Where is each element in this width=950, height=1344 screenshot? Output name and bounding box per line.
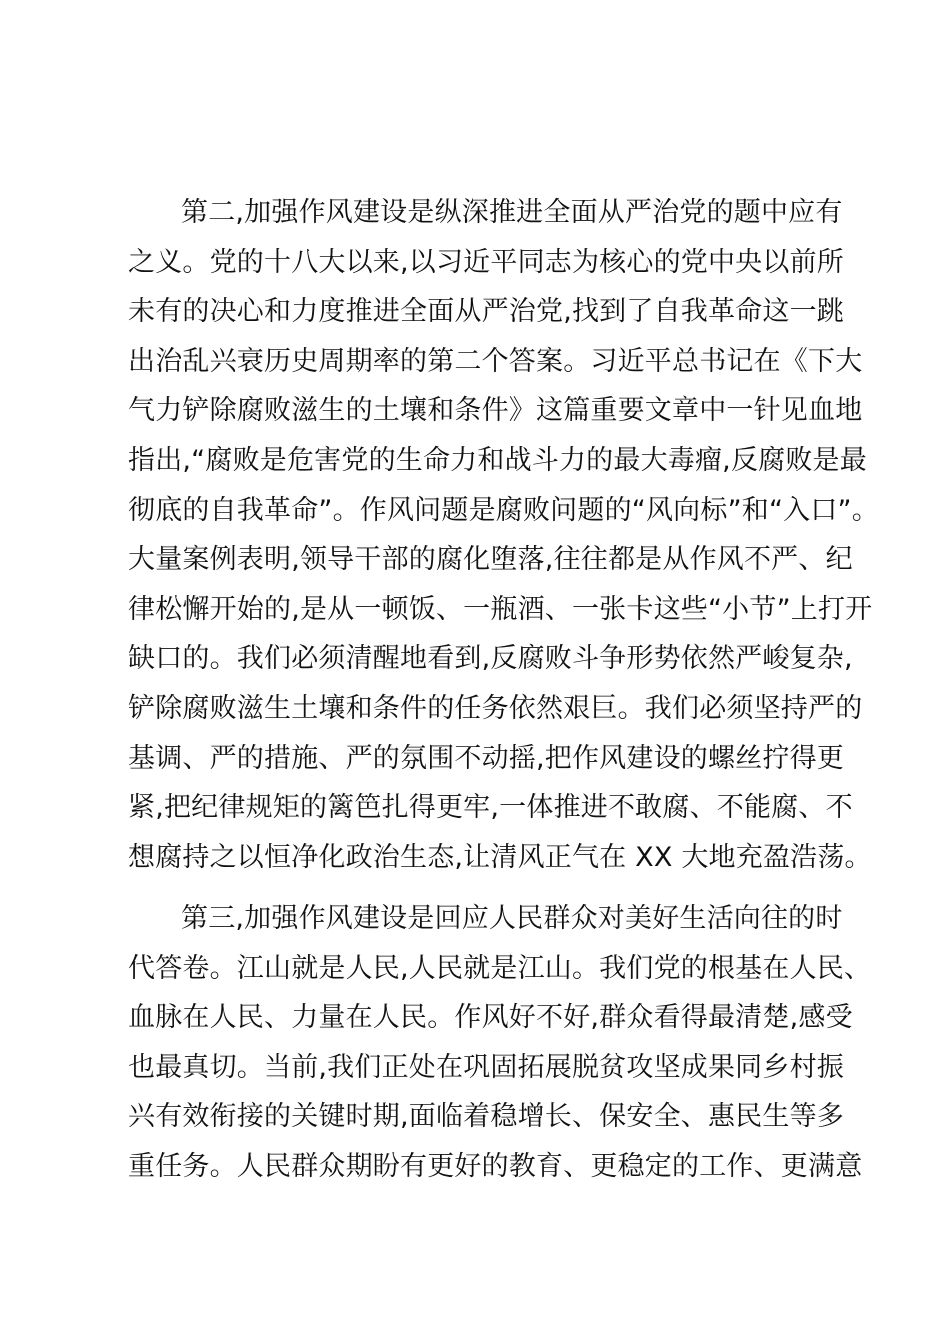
paragraph-line: 缺口的。我们必须清醒地看到,反腐败斗争形势依然严峻复杂,	[128, 643, 853, 675]
paragraph-line: 代答卷。江山就是人民,人民就是江山。我们党的根基在人民、	[128, 952, 872, 984]
paragraph-line: 重任务。人民群众期盼有更好的教育、更稳定的工作、更满意	[128, 1150, 863, 1182]
paragraph-second-point	[128, 188, 879, 882]
paragraph-line: 想腐持之以恒净化政治生态,让清风正气在 XX 大地充盈浩荡。	[128, 841, 872, 873]
paragraph-line: 未有的决心和力度推进全面从严治党,找到了自我革命这一跳	[128, 296, 844, 328]
paragraph-line: 基调、严的措施、严的氛围不动摇,把作风建设的螺丝拧得更	[128, 742, 844, 774]
paragraph-line: 大量案例表明,领导干部的腐化堕落,往往都是从作风不严、纪	[128, 544, 853, 576]
paragraph-line: 气力铲除腐败滋生的土壤和条件》这篇重要文章中一针见血地	[128, 395, 863, 427]
paragraph-line: 之义。党的十八大以来,以习近平同志为核心的党中央以前所	[128, 246, 844, 278]
paragraph-line: 指出,“腐败是危害党的生命力和战斗力的最大毒瘤,反腐败是最	[128, 444, 867, 476]
paragraph-line: 铲除腐败滋生土壤和条件的任务依然艰巨。我们必须坚持严的	[128, 692, 863, 724]
paragraph-line: 出治乱兴衰历史周期率的第二个答案。习近平总书记在《下大	[128, 345, 863, 377]
paragraph-line: 第二,加强作风建设是纵深推进全面从严治党的题中应有	[181, 197, 843, 228]
paragraph-line: 第三,加强作风建设是回应人民群众对美好生活向往的时	[181, 903, 843, 934]
paragraph-line: 也最真切。当前,我们正处在巩固拓展脱贫攻坚成果同乡村振	[128, 1051, 844, 1083]
paragraph-line: 彻底的自我革命”。作风问题是腐败问题的“风向标”和“入口”。	[128, 494, 879, 526]
paragraph-line: 兴有效衔接的关键时期,面临着稳增长、保安全、惠民生等多	[128, 1101, 844, 1133]
paragraph-line: 紧,把纪律规矩的篱笆扎得更牢,一体推进不敢腐、不能腐、不	[128, 792, 853, 824]
paragraph-third-point	[128, 894, 872, 1192]
paragraph-line: 血脉在人民、力量在人民。作风好不好,群众看得最清楚,感受	[128, 1002, 853, 1034]
paragraph-line: 律松懈开始的,是从一顿饭、一瓶酒、一张卡这些“小节”上打开	[128, 593, 873, 625]
